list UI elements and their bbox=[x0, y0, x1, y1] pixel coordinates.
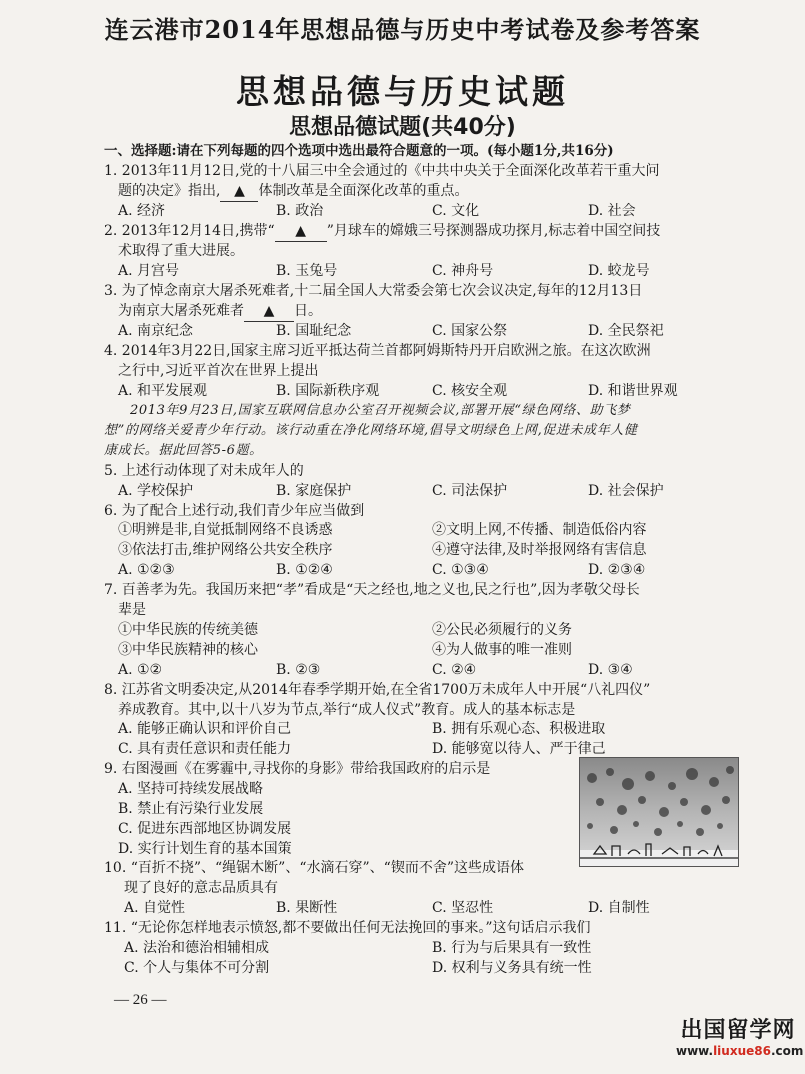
option-b: B. 政治 bbox=[276, 203, 324, 219]
option-a: A. ①② bbox=[118, 662, 163, 678]
answer-blank: ▲ bbox=[220, 181, 258, 202]
option-a: A. 法治和德治相辅相成 bbox=[124, 940, 270, 956]
option-d: D. 能够宽以待人、严于律己 bbox=[432, 741, 606, 757]
question-text: 为南京大屠杀死难者 ▲ 日。 bbox=[118, 301, 322, 322]
option-a: A. 月宫号 bbox=[118, 263, 180, 279]
option-b: B. 国耻纪念 bbox=[276, 323, 352, 339]
statement-2: ②公民必须履行的义务 bbox=[432, 622, 572, 638]
question-text: 2. 2013年12月14日,携带“ ▲ ”月球车的嫦娥三号探测器成功探月,标志着中国空间技 bbox=[104, 221, 660, 242]
question-text: 3. 为了悼念南京大屠杀死难者,十二届全国人大常委会第七次会议决定,每年的12月13日 bbox=[104, 283, 643, 299]
question-text: 10. “百折不挠”、“绳锯木断”、“水滴石穿”、“锲而不舍”这些成语体 bbox=[104, 860, 524, 876]
option-d: D. 全民祭祀 bbox=[588, 323, 664, 339]
option-d: D. ②③④ bbox=[588, 562, 646, 578]
question-text: 辈是 bbox=[118, 602, 146, 618]
option-c: C. 国家公祭 bbox=[432, 323, 508, 339]
question-text: 养成教育。其中,以十八岁为节点,举行“成人仪式”教育。成人的基本标志是 bbox=[118, 702, 576, 718]
answer-blank: ▲ bbox=[244, 301, 294, 322]
option-c: C. ①③④ bbox=[432, 562, 489, 578]
smog-cartoon-image bbox=[579, 757, 739, 867]
statement-2: ②文明上网,不传播、制造低俗内容 bbox=[432, 522, 647, 538]
statement-1: ①中华民族的传统美德 bbox=[118, 622, 258, 638]
option-d: D. 自制性 bbox=[588, 900, 650, 916]
option-c: C. 神舟号 bbox=[432, 263, 494, 279]
option-b: B. ①②④ bbox=[276, 562, 333, 578]
answer-blank: ▲ bbox=[275, 221, 327, 242]
option-c: C. 坚忍性 bbox=[432, 900, 494, 916]
option-c: C. 促进东西部地区协调发展 bbox=[118, 821, 292, 837]
passage-line: 2013年9月23日,国家互联网信息办公室召开视频会议,部署开展“绿色网络、助飞梦 bbox=[130, 403, 631, 418]
option-c: C. 司法保护 bbox=[432, 483, 508, 499]
option-d: D. 权利与义务具有统一性 bbox=[432, 960, 592, 976]
option-b: B. 玉兔号 bbox=[276, 263, 338, 279]
statement-3: ③依法打击,维护网络公共安全秩序 bbox=[118, 542, 333, 558]
statement-1: ①明辨是非,自觉抵制网络不良诱惑 bbox=[118, 522, 333, 538]
question-text: 1. 2013年11月12日,党的十八届三中全会通过的《中共中央关于全面深化改革若干重大问 bbox=[104, 163, 660, 179]
option-b: B. 禁止有污染行业发展 bbox=[118, 801, 264, 817]
option-a: A. 和平发展观 bbox=[118, 383, 208, 399]
question-text: 8. 江苏省文明委决定,从2014年春季学期开始,在全省1700万未成年人中开展“八礼四仪” bbox=[104, 682, 651, 698]
option-a: A. 能够正确认识和评价自己 bbox=[118, 721, 292, 737]
question-text: 9. 右图漫画《在雾霾中,寻找你的身影》带给我国政府的启示是 bbox=[104, 761, 491, 777]
question-text: 题的决定》指出, ▲ 体制改革是全面深化改革的重点。 bbox=[118, 181, 468, 202]
option-d: D. 蛟龙号 bbox=[588, 263, 650, 279]
passage-line: 康成长。据此回答5-6题。 bbox=[104, 443, 263, 458]
option-a: A. 学校保护 bbox=[118, 483, 194, 499]
document-top-title: 连云港市2014年思想品德与历史中考试卷及参考答案 bbox=[104, 15, 701, 44]
option-b: B. 国际新秩序观 bbox=[276, 383, 380, 399]
question-text: 术取得了重大进展。 bbox=[118, 243, 244, 259]
question-text: 现了良好的意志品质具有 bbox=[124, 880, 278, 896]
option-c: C. 核安全观 bbox=[432, 383, 508, 399]
question-text: 7. 百善孝为先。我国历来把“孝”看成是“天之经也,地之义也,民之行也”,因为孝敬父母长 bbox=[104, 582, 640, 598]
option-a: A. 南京纪念 bbox=[118, 323, 194, 339]
question-text: 4. 2014年3月22日,国家主席习近平抵达荷兰首都阿姆斯特丹开启欧洲之旅。在这次欧洲 bbox=[104, 343, 651, 359]
option-c: C. ②④ bbox=[432, 662, 477, 678]
statement-3: ③中华民族精神的核心 bbox=[118, 642, 258, 658]
statement-4: ④遵守法律,及时举报网络有害信息 bbox=[432, 542, 647, 558]
option-d: D. 社会保护 bbox=[588, 483, 664, 499]
watermark-url: www.liuxue86.com bbox=[676, 1044, 804, 1058]
option-d: D. 实行计划生育的基本国策 bbox=[118, 841, 292, 857]
page-number: — 26 — bbox=[114, 992, 167, 1008]
option-a: A. 自觉性 bbox=[124, 900, 186, 916]
passage-line: 想”的网络关爱青少年行动。该行动重在净化网络环境,倡导文明绿色上网,促进未成年人健 bbox=[104, 423, 638, 438]
statement-4: ④为人做事的唯一准则 bbox=[432, 642, 572, 658]
option-c: C. 具有责任意识和责任能力 bbox=[118, 741, 292, 757]
site-watermark-logo bbox=[676, 1013, 804, 1071]
option-d: D. ③④ bbox=[588, 662, 633, 678]
question-text: 5. 上述行动体现了对未成年人的 bbox=[104, 463, 304, 479]
option-b: B. ②③ bbox=[276, 662, 321, 678]
option-b: B. 家庭保护 bbox=[276, 483, 352, 499]
option-c: C. 个人与集体不可分割 bbox=[124, 960, 270, 976]
option-a: A. 经济 bbox=[118, 203, 166, 219]
option-c: C. 文化 bbox=[432, 203, 480, 219]
exam-sub-title: 思想品德试题(共40分) bbox=[289, 115, 516, 140]
option-d: D. 社会 bbox=[588, 203, 636, 219]
question-text: 之行中,习近平首次在世界上提出 bbox=[118, 363, 319, 379]
question-text: 6. 为了配合上述行动,我们青少年应当做到 bbox=[104, 503, 365, 519]
option-b: B. 拥有乐观心态、积极进取 bbox=[432, 721, 606, 737]
option-b: B. 行为与后果具有一致性 bbox=[432, 940, 592, 956]
question-text: 11. “无论你怎样地表示愤怒,都不要做出任何无法挽回的事来。”这句话启示我们 bbox=[104, 920, 591, 936]
option-b: B. 果断性 bbox=[276, 900, 338, 916]
option-a: A. ①②③ bbox=[118, 562, 175, 578]
exam-main-title: 思想品德与历史试题 bbox=[236, 72, 569, 111]
option-a: A. 坚持可持续发展战略 bbox=[118, 781, 264, 797]
option-d: D. 和谐世界观 bbox=[588, 383, 678, 399]
watermark-site-name: 出国留学网 bbox=[680, 1018, 796, 1043]
section-header: 一、选择题:请在下列每题的四个选项中选出最符合题意的一项。(每小题1分,共16分) bbox=[104, 143, 614, 159]
